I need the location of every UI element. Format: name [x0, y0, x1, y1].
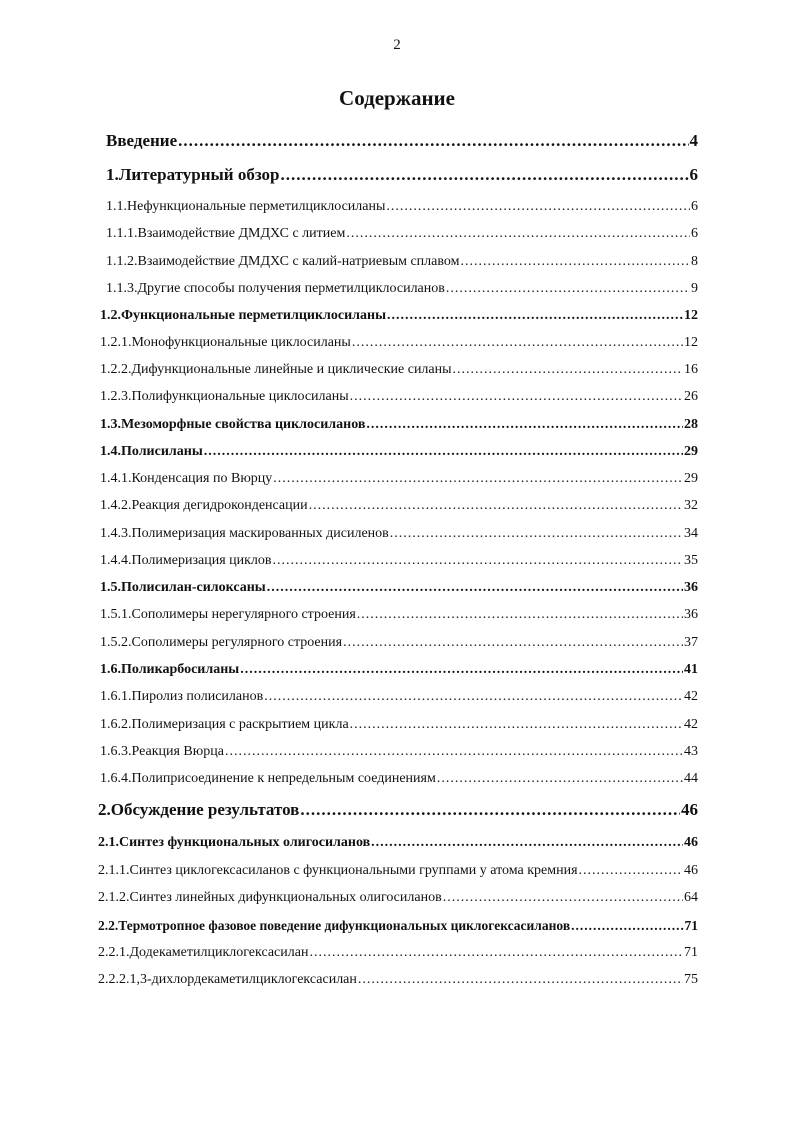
toc-entry-1-1-2[interactable] [106, 253, 698, 271]
toc-entry-1-6-4[interactable] [100, 770, 698, 788]
toc-entry-title: Реакция дегидроконденсации [131, 498, 308, 513]
toc-entry-title: Конденсация по Вюрцу [131, 471, 273, 486]
toc-entry-title: Обсуждение результатов [110, 800, 300, 819]
toc-entry-number: 1.2.1. [100, 335, 132, 350]
toc-entry-page: 37 [684, 635, 698, 650]
toc-entry-title: Полиприсоединение к непредельным соединениям [131, 771, 436, 786]
toc-entry-number: 1.6.4. [100, 771, 132, 786]
toc-entry-title: Синтез функциональных олигосиланов [119, 835, 371, 850]
toc-entry-title: Полисиланы [121, 444, 203, 459]
toc-entry-1-4-3[interactable] [100, 525, 698, 543]
toc-entry-number: 2.1. [98, 835, 119, 850]
toc-entry-number: 1.2.2. [100, 362, 132, 377]
toc-entry-page: 46 [684, 835, 698, 850]
toc-entry-page: 43 [684, 744, 698, 759]
toc-entry-page: 71 [684, 918, 698, 933]
toc-entry-title: Литературный обзор [118, 165, 280, 184]
toc-entry-number: 2.1.1. [98, 863, 130, 878]
toc-entry-page: 46 [684, 863, 698, 878]
toc-entry-page: 4 [689, 131, 698, 150]
toc-entry-title: Взаимодействие ДМДХС с литием [137, 226, 346, 241]
toc-entry-1-2[interactable] [100, 307, 698, 325]
toc-entry-1-1-1[interactable] [106, 225, 698, 243]
toc-entry-number: 1.2. [100, 308, 121, 323]
toc-entry-number: 1.6. [100, 662, 121, 677]
toc-entry-title: Функциональные перметилциклосиланы [121, 308, 387, 323]
toc-entry-page: 29 [684, 471, 698, 486]
toc-entry-page: 12 [684, 308, 698, 323]
toc-entry-page: 46 [681, 800, 698, 819]
toc-entry-title: Синтез линейных дифункциональных олигосиланов [129, 890, 442, 905]
toc-entry-page: 44 [684, 771, 698, 786]
toc-entry-title: Полифункциональные циклосиланы [131, 389, 349, 404]
toc-entry-number: 1.4. [100, 444, 121, 459]
toc-entry-1-4-4[interactable] [100, 552, 698, 570]
toc-entry-2[interactable] [98, 801, 698, 819]
toc-entry-2-2[interactable] [98, 917, 698, 935]
toc-entry-1-2-2[interactable] [100, 361, 698, 379]
toc-entry-1-2-1[interactable] [100, 334, 698, 352]
toc-entry-number: 1.1.2. [106, 254, 138, 269]
toc-entry-title: Термотропное фазовое поведение дифункциональных циклогексасиланов [118, 918, 571, 933]
toc-entry-number: 2.2.1. [98, 945, 130, 960]
toc-entry-1-5-1[interactable] [100, 606, 698, 624]
toc-entry-title: Полисилан-силоксаны [121, 580, 266, 595]
toc-entry-page: 28 [684, 417, 698, 432]
toc-entry-title: Додекаметилциклогексасилан [129, 945, 309, 960]
toc-entry-page: 34 [684, 526, 698, 541]
toc-entry-title: Дифункциональные линейные и циклические силаны [131, 362, 452, 377]
toc-entry-number: 1. [106, 165, 119, 184]
toc-entry-page: 16 [684, 362, 698, 377]
toc-entry-1-6[interactable] [100, 661, 698, 679]
toc-entry-2-2-2[interactable] [98, 971, 698, 989]
toc-entry-title: Полимеризация циклов [131, 553, 272, 568]
toc-entry-page: 36 [684, 607, 698, 622]
toc-entry-number: 2.2. [98, 918, 119, 933]
toc-entry-1-1[interactable] [106, 198, 698, 216]
toc-entry-2-1[interactable] [98, 834, 698, 852]
toc-entry-page: 42 [684, 717, 698, 732]
toc-entry-page: 41 [684, 662, 698, 677]
toc-entry-2-2-1[interactable] [98, 944, 698, 962]
toc-entry-number: 1.5.2. [100, 635, 132, 650]
toc-entry-number: 1.2.3. [100, 389, 132, 404]
toc-entry-title: 1,3-дихлордекаметилциклогексасилан [129, 972, 357, 987]
toc-entry-2-1-2[interactable] [98, 889, 698, 907]
toc-entry-number: 1.3. [100, 417, 121, 432]
toc-entry-title: Синтез циклогексасиланов с функциональными группами у атома кремния [129, 863, 578, 878]
toc-entry-1-4-2[interactable] [100, 497, 698, 515]
toc-entry-page: 71 [684, 945, 698, 960]
toc-entry-page: 8 [691, 254, 698, 269]
toc-entry-1-4-1[interactable] [100, 470, 698, 488]
toc-entry-title: Взаимодействие ДМДХС с калий-натриевым сплавом [137, 254, 460, 269]
page-number: 2 [393, 37, 401, 53]
toc-entry-1-6-1[interactable] [100, 688, 698, 706]
toc-entry-number: 1.1. [106, 199, 127, 214]
toc-entry-1-3[interactable] [100, 416, 698, 434]
toc-entry-page: 26 [684, 389, 698, 404]
toc-entry-number: 1.4.1. [100, 471, 132, 486]
toc-entry-title: Полимеризация маскированных дисиленов [131, 526, 389, 541]
toc-entry-1-1-3[interactable] [106, 280, 698, 298]
toc-entry-1-5[interactable] [100, 579, 698, 597]
toc-entry-number: 1.4.2. [100, 498, 132, 513]
toc-entry-1-5-2[interactable] [100, 634, 698, 652]
toc-entry-page: 35 [684, 553, 698, 568]
toc-entry-page: 6 [691, 226, 698, 241]
toc-entry-title: Мезоморфные свойства циклосиланов [121, 417, 366, 432]
toc-entry-title: Другие способы получения перметилциклосиланов [137, 281, 445, 296]
page-title: Содержание [339, 86, 455, 110]
toc-entry-page: 42 [684, 689, 698, 704]
toc-entry-title: Нефункциональные перметилциклосиланы [127, 199, 386, 214]
toc-entry-page: 9 [691, 281, 698, 296]
toc-entry-number: 1.1.1. [106, 226, 138, 241]
toc-entry-page: 12 [684, 335, 698, 350]
toc-entry-number: 1.5.1. [100, 607, 132, 622]
toc-entry-1-6-3[interactable] [100, 743, 698, 761]
toc-entry-2-1-1[interactable] [98, 862, 698, 880]
toc-entry-1-4[interactable] [100, 443, 698, 461]
toc-entry-page: 64 [684, 890, 698, 905]
toc-entry-number: 2.2.2. [98, 972, 130, 987]
toc-entry-1[interactable] [106, 166, 698, 184]
toc-entry-page: 75 [684, 972, 698, 987]
toc-entry-number: 1.1.3. [106, 281, 138, 296]
toc-entry-number: 1.5. [100, 580, 121, 595]
toc-entry-title: Сополимеры регулярного строения [131, 635, 343, 650]
toc-entry-number: 1.6.1. [100, 689, 132, 704]
toc-entry-page: 29 [684, 444, 698, 459]
toc-entry-1-6-2[interactable] [100, 716, 698, 734]
toc-entry-number: 1.4.4. [100, 553, 132, 568]
toc-entry-title: Введение [106, 131, 178, 150]
toc-entry-number: 1.6.2. [100, 717, 132, 732]
toc-entry-title: Сополимеры нерегулярного строения [131, 607, 356, 622]
toc-entry-title: Поликарбосиланы [121, 662, 240, 677]
toc-entry-number: 2. [98, 800, 111, 819]
toc-entry-1-2-3[interactable] [100, 388, 698, 406]
toc-entry-number: 2.1.2. [98, 890, 130, 905]
toc-entry-number: 1.4.3. [100, 526, 132, 541]
toc-entry-title: Пиролиз полисиланов [131, 689, 264, 704]
toc-entry-title: Полимеризация с раскрытием цикла [131, 717, 349, 732]
toc-entry-page: 6 [691, 199, 698, 214]
toc-entry-page: 6 [689, 165, 698, 184]
toc-entry-title: Монофункциональные циклосиланы [131, 335, 351, 350]
toc-entry-number: 1.6.3. [100, 744, 132, 759]
toc-entry-title: Реакция Вюрца [131, 744, 224, 759]
toc-entry-page: 36 [684, 580, 698, 595]
toc-entry-introduction[interactable] [106, 132, 698, 150]
toc-entry-page: 32 [684, 498, 698, 513]
